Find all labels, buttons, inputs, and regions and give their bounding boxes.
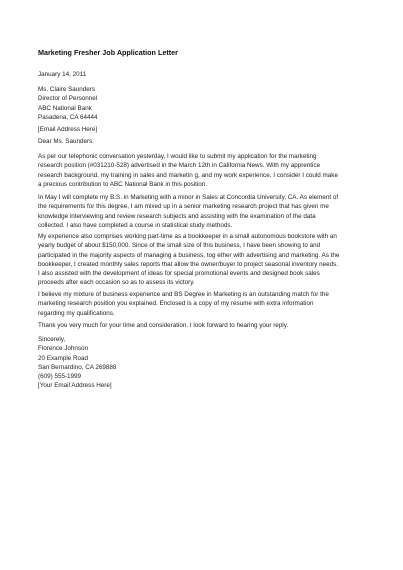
paragraph-line: As per our telephonic conversation yesterday, I would like to submit my application for the marketing (38, 153, 317, 160)
paragraph-line: research background, my training in sales and marketin g, and my work experience, I consider I could make (38, 171, 338, 179)
recipient-name: Ms. Claire Saunders (38, 86, 96, 93)
salutation (38, 137, 368, 146)
recipient-email-line: [Email Address Here] (38, 126, 98, 133)
paragraph-2 (38, 193, 368, 230)
signer-city: San Bernardino, CA 269888 (38, 363, 117, 371)
paragraph-line: collected. I also have completed a course in statistical study methods. (38, 221, 233, 229)
letter-title: Marketing Fresher Job Application Letter (38, 48, 178, 57)
signer-phone: (609) 555-1999 (38, 373, 82, 381)
paragraph-line: I believe my mixture of business experience and BS Degree in Marketing is an outstanding match for the (38, 291, 329, 298)
paragraph-line: knowledge interviewing and review research subjects and assisting with the examination of the data (38, 212, 316, 220)
paragraph-4 (38, 290, 368, 318)
paragraph-line: Thank you very much for your time and consideration. I look forward to hearing your reply. (38, 322, 289, 329)
paragraph-line: research position (#031210-528) advertised in the March 12th in California News. With my apprentice (38, 162, 321, 170)
recipient-email (38, 125, 368, 134)
signer-email: [Your Email Address Here] (38, 382, 112, 390)
recipient-address (38, 85, 368, 122)
letter-date (38, 70, 368, 79)
paragraph-5 (38, 321, 368, 330)
recipient-title: Director of Personnel (38, 95, 98, 103)
date-line: January 14, 2011 (38, 71, 87, 78)
closing: Sincerely, (38, 336, 66, 343)
recipient-company: ABC National Bank (38, 104, 92, 112)
paragraph-line: marketing research position you explained. Enclosed is a copy of my resume with extra information (38, 300, 314, 308)
recipient-city: Pasadena, CA 64444 (38, 113, 98, 121)
paragraph-line: a precious contribution to ABC National Bank in this position. (38, 180, 208, 188)
paragraph-line: My experience also comprises working part-time as a bookkeeper in a small autonomous bookstore with an (38, 233, 337, 240)
paragraph-line: bookkeeper, I created monthly sales reports that allow the owner/buyer to project seasonal inventory needs. (38, 260, 338, 268)
paragraph-line: the requirements for this degree, I am mixed up in a senior marketing research project that has given me (38, 203, 329, 211)
paragraph-line: yearly budget of about $150,000. Since of the small size of this business, I have been showing to and (38, 242, 321, 250)
paragraph-line: participated in the majority aspects of managing a business, tog ether with advertising and marketing. As the (38, 251, 340, 259)
paragraph-line: proceeds after each occasion so as to assess its victory. (38, 279, 195, 287)
signer-name: Florence Johnson (38, 345, 89, 353)
salutation-line: Dear Ms. Saunders: (38, 138, 94, 145)
paragraph-line: In May I will complete my B.S. in Marketing with a minor in Sales at Concordia University, CA. As element of (38, 194, 339, 201)
paragraph-line: regarding my qualifications. (38, 309, 115, 317)
paragraph-1 (38, 152, 368, 189)
signature-block (38, 335, 368, 391)
paragraph-line: I also assisted with the development of ideas for special promotional events and designed book sales (38, 270, 320, 278)
signer-street: 20 Example Road (38, 354, 89, 362)
paragraph-3 (38, 232, 368, 288)
